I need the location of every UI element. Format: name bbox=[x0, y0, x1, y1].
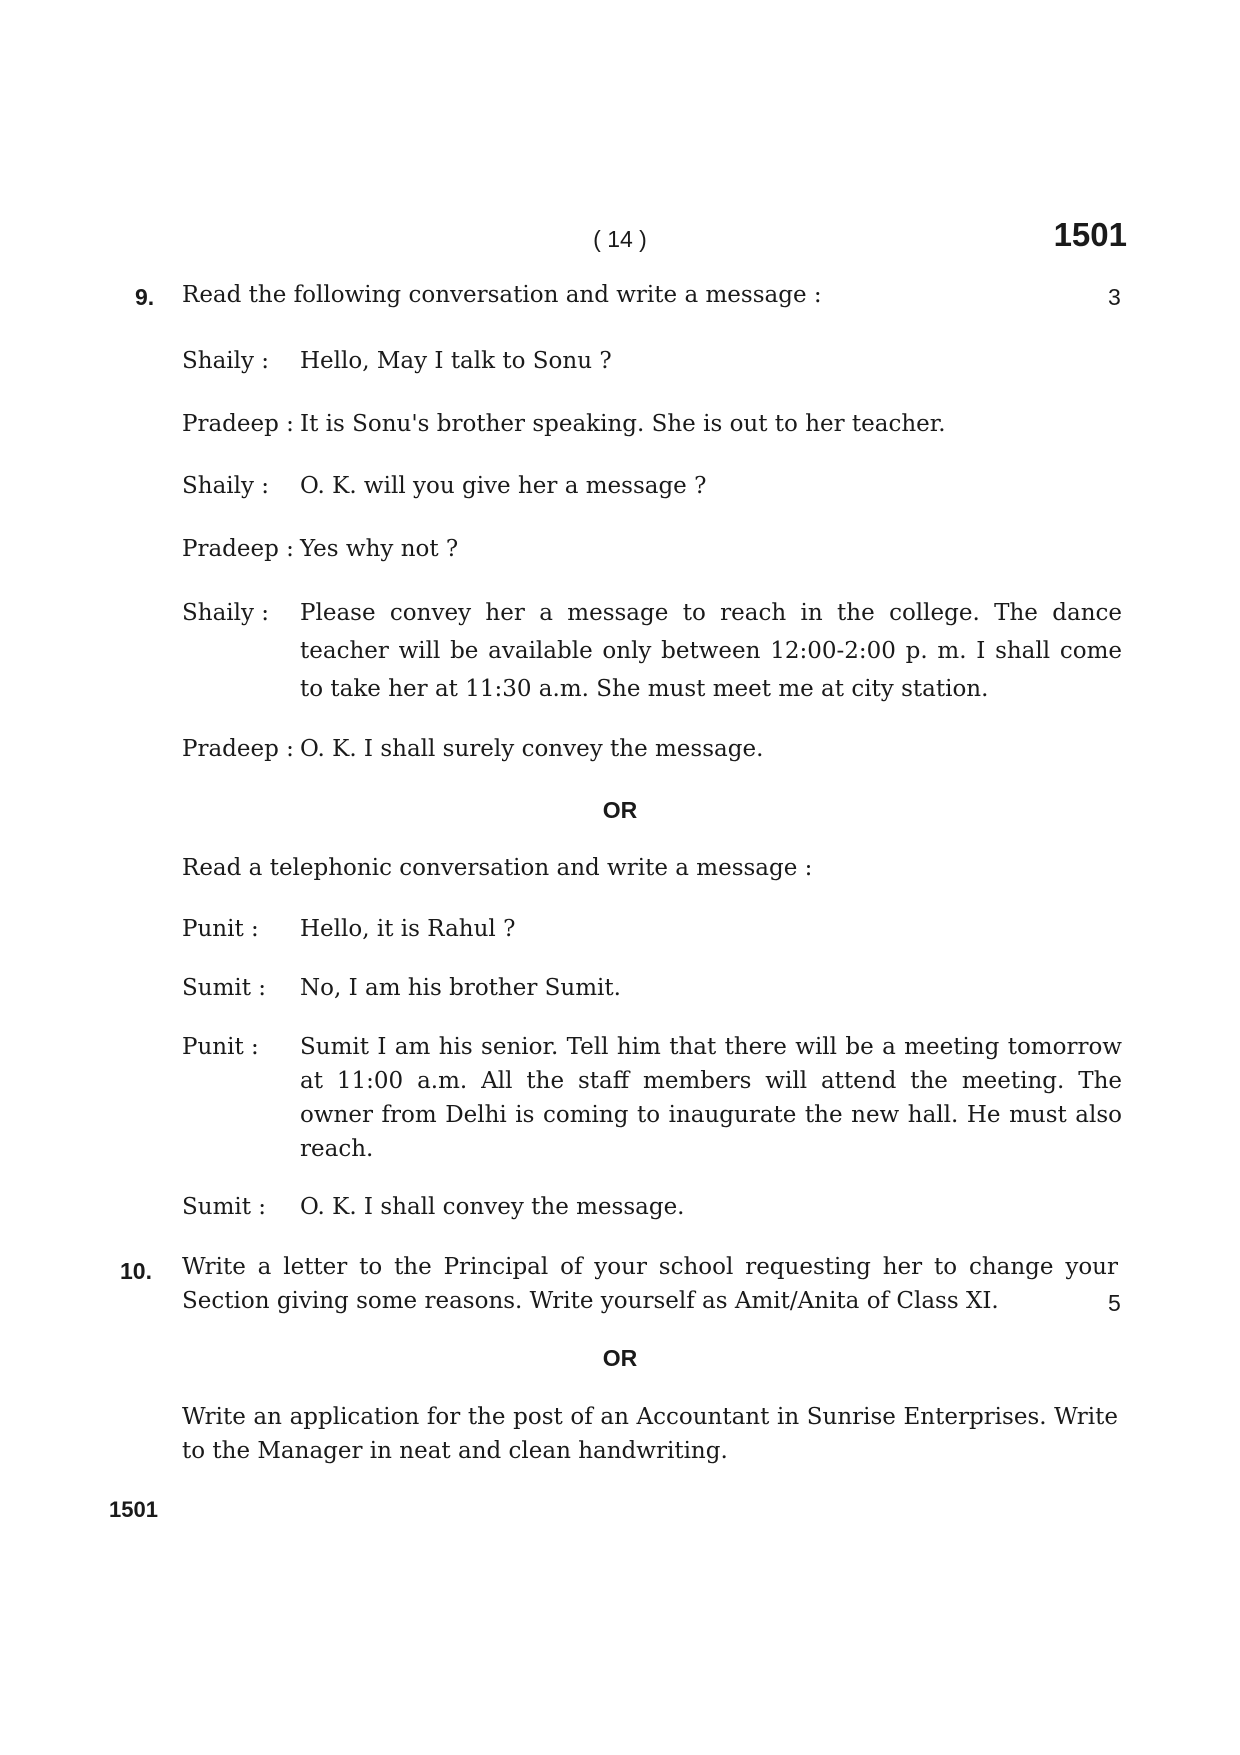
speech-text: Hello, it is Rahul ? bbox=[300, 916, 516, 942]
speaker-label: Sumit : bbox=[182, 1194, 267, 1220]
or-divider: OR bbox=[602, 797, 638, 823]
page-number: ( 14 ) bbox=[593, 226, 647, 252]
speaker-label: Shaily : bbox=[182, 473, 270, 499]
speech-text: O. K. I shall surely convey the message. bbox=[300, 736, 764, 762]
speech-text: It is Sonu's brother speaking. She is out to her teacher. bbox=[300, 411, 946, 437]
speech-text: Yes why not ? bbox=[300, 536, 459, 562]
speaker-label: Shaily : bbox=[182, 600, 270, 626]
or-divider: OR bbox=[602, 1345, 638, 1371]
speech-text: O. K. I shall convey the message. bbox=[300, 1194, 685, 1220]
speaker-label: Punit : bbox=[182, 1034, 259, 1060]
speaker-label: Pradeep : bbox=[182, 536, 294, 562]
speaker-label: Punit : bbox=[182, 916, 259, 942]
question-10-prompt: Write a letter to the Principal of your school requesting her to change your Section giving some reasons. Write yourself as Amit/Anita of Class XI. bbox=[182, 1254, 1118, 1314]
speaker-label: Pradeep : bbox=[182, 736, 294, 762]
question-9-number: 9. bbox=[135, 284, 155, 310]
speaker-label: Pradeep : bbox=[182, 411, 294, 437]
speech-text: Hello, May I talk to Sonu ? bbox=[300, 348, 612, 374]
question-10-alt-prompt: Write an application for the post of an Accountant in Sunrise Enterprises. Write to the Manager in neat and clean handwriting. bbox=[182, 1404, 1118, 1464]
paper-code-header: 1501 bbox=[1053, 216, 1127, 253]
speech-text: Please convey her a message to reach in the college. The dance teacher will be available only between 12:00-2:00 p. m. I shall come to take her at 11:30 a.m. She must meet me at city station. bbox=[300, 600, 1122, 702]
speaker-label: Shaily : bbox=[182, 348, 270, 374]
question-9-prompt: Read the following conversation and write a message : bbox=[182, 282, 822, 308]
paper-code-footer: 1501 bbox=[109, 1497, 158, 1522]
question-10-number: 10. bbox=[120, 1258, 152, 1284]
question-9-marks: 3 bbox=[1108, 284, 1121, 310]
speech-text: Sumit I am his senior. Tell him that there will be a meeting tomorrow at 11:00 a.m. All the staff members will attend the meeting. The owner from Delhi is coming to inaugurate the new hall. He must also reach. bbox=[300, 1034, 1122, 1162]
question-9-alt-prompt: Read a telephonic conversation and write a message : bbox=[182, 855, 813, 881]
question-10-marks: 5 bbox=[1108, 1290, 1121, 1316]
speech-text: O. K. will you give her a message ? bbox=[300, 473, 707, 499]
speech-text: No, I am his brother Sumit. bbox=[300, 975, 621, 1001]
speaker-label: Sumit : bbox=[182, 975, 267, 1001]
